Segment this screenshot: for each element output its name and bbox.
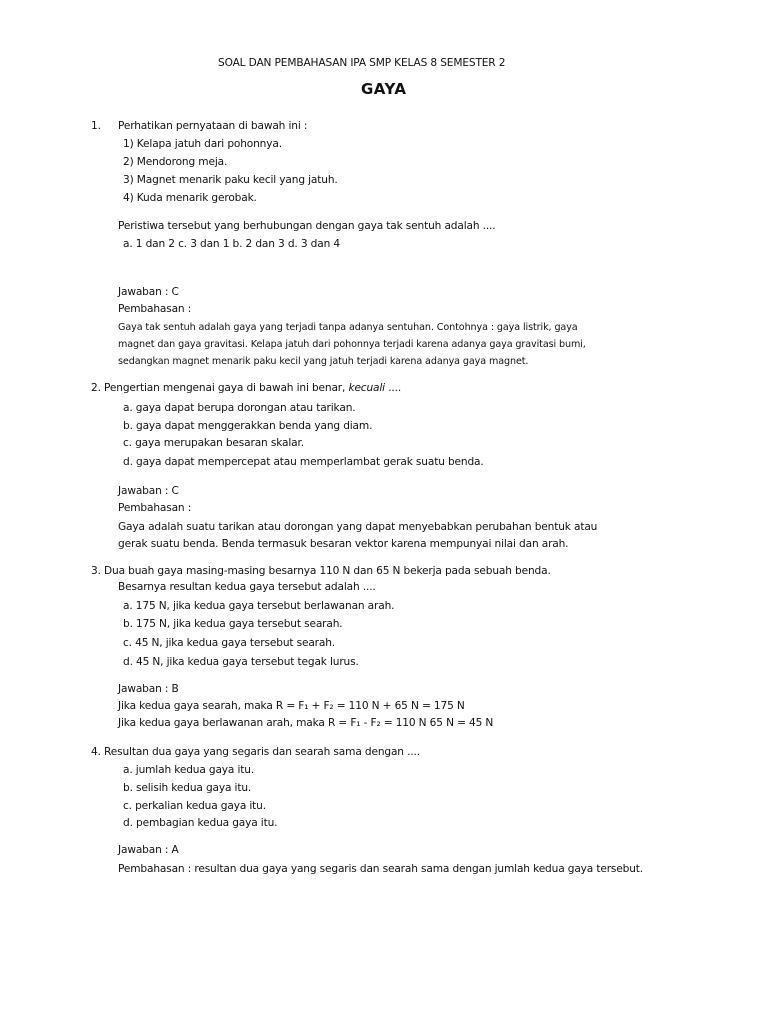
- q4-option: a. jumlah kedua gaya itu.: [123, 764, 255, 776]
- q1-statement: 2) Mendorong meja.: [123, 156, 228, 168]
- q2-option: b. gaya dapat menggerakkan benda yang diam.: [123, 420, 373, 432]
- q3-answer: Jawaban : B: [118, 683, 179, 695]
- document-subtitle: GAYA: [361, 80, 407, 98]
- q1-statement: 4) Kuda menarik gerobak.: [123, 192, 257, 204]
- q4-answer: Jawaban : A: [118, 844, 179, 856]
- q4-prompt: 4. Resultan dua gaya yang segaris dan searah sama dengan ....: [91, 746, 420, 758]
- q4-option: b. selisih kedua gaya itu.: [123, 782, 252, 794]
- q1-discussion-line: magnet dan gaya gravitasi. Kelapa jatuh dari pohonnya terjadi karena adanya gaya gravitasi bumi,: [118, 339, 586, 350]
- q2-discussion-line: Gaya adalah suatu tarikan atau dorongan yang dapat menyebabkan perubahan bentuk atau: [118, 521, 598, 533]
- q1-discussion-line: Gaya tak sentuh adalah gaya yang terjadi tanpa adanya sentuhan. Contohnya : gaya listrik, gaya: [118, 322, 578, 333]
- q1-question: Peristiwa tersebut yang berhubungan dengan gaya tak sentuh adalah ....: [118, 220, 496, 232]
- q2-option: c. gaya merupakan besaran skalar.: [123, 437, 304, 449]
- q3-option: a. 175 N, jika kedua gaya tersebut berlawanan arah.: [123, 600, 395, 612]
- q1-options: a. 1 dan 2 c. 3 dan 1 b. 2 dan 3 d. 3 dan 4: [123, 238, 340, 250]
- q3-option: b. 175 N, jika kedua gaya tersebut searah.: [123, 618, 343, 630]
- q3-prompt-continued: Besarnya resultan kedua gaya tersebut adalah ....: [118, 581, 376, 593]
- document-title: SOAL DAN PEMBAHASAN IPA SMP KELAS 8 SEMESTER 2: [218, 57, 506, 69]
- q3-option: d. 45 N, jika kedua gaya tersebut tegak lurus.: [123, 656, 359, 668]
- q2-prompt-end: ....: [388, 382, 402, 394]
- q1-answer: Jawaban : C: [118, 286, 179, 298]
- q1-discussion-line: sedangkan magnet menarik paku kecil yang jatuh terjadi karena adanya gaya magnet.: [118, 356, 529, 367]
- q2-answer: Jawaban : C: [118, 485, 179, 497]
- q2-prompt-italic: kecuali: [348, 382, 385, 394]
- q1-prompt: Perhatikan pernyataan di bawah ini :: [118, 120, 308, 132]
- q1-statement: 1) Kelapa jatuh dari pohonnya.: [123, 138, 282, 150]
- q1-statement: 3) Magnet menarik paku kecil yang jatuh.: [123, 174, 338, 186]
- q3-option: c. 45 N, jika kedua gaya tersebut searah.: [123, 637, 336, 649]
- q4-option: c. perkalian kedua gaya itu.: [123, 800, 266, 812]
- q1-number: 1.: [91, 120, 101, 132]
- q2-option: d. gaya dapat mempercepat atau memperlambat gerak suatu benda.: [123, 456, 484, 468]
- q2-discussion-label: Pembahasan :: [118, 502, 192, 514]
- q3-explanation-line: Jika kedua gaya berlawanan arah, maka R = F₁ - F₂ = 110 N 65 N = 45 N: [118, 717, 494, 729]
- q2-prompt-line: [91, 381, 401, 395]
- q2-prompt: 2. Pengertian mengenai gaya di bawah ini benar,: [91, 382, 346, 394]
- q3-explanation-line: Jika kedua gaya searah, maka R = F₁ + F₂ = 110 N + 65 N = 175 N: [118, 700, 465, 712]
- q2-discussion-line: gerak suatu benda. Benda termasuk besaran vektor karena mempunyai nilai dan arah.: [118, 538, 569, 550]
- q2-option: a. gaya dapat berupa dorongan atau tarikan.: [123, 402, 356, 414]
- q4-option: d. pembagian kedua gaya itu.: [123, 817, 278, 829]
- q3-prompt: 3. Dua buah gaya masing-masing besarnya 110 N dan 65 N bekerja pada sebuah benda.: [91, 565, 551, 577]
- q4-discussion: Pembahasan : resultan dua gaya yang segaris dan searah sama dengan jumlah kedua gaya tersebut.: [118, 863, 644, 875]
- q1-discussion-label: Pembahasan :: [118, 303, 192, 315]
